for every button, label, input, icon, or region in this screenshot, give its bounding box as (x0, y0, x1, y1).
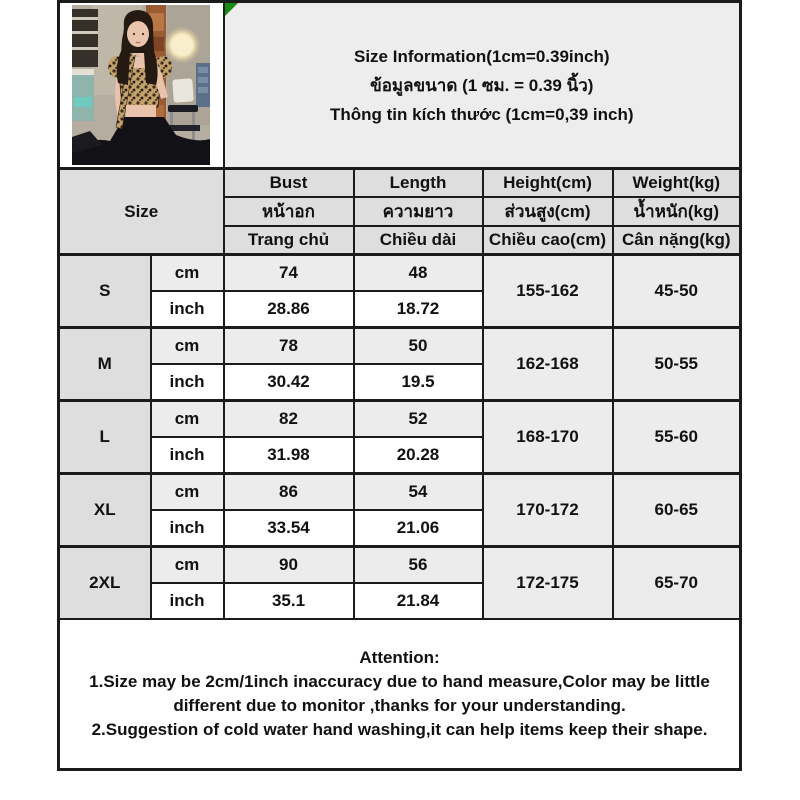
model-photo-illustration (72, 5, 210, 165)
col-header-weight-th: น้ำหนัก(kg) (613, 197, 741, 226)
bust-cm-2xl: 90 (224, 547, 354, 584)
bust-cm-l: 82 (224, 401, 354, 438)
bust-inch-s: 28.86 (224, 291, 354, 328)
col-header-weight-en: Weight(kg) (613, 169, 741, 198)
col-header-height-th: ส่วนสูง(cm) (483, 197, 613, 226)
height-range-s: 155-162 (483, 255, 613, 328)
bust-inch-m: 30.42 (224, 364, 354, 401)
bust-cm-m: 78 (224, 328, 354, 365)
length-cm-s: 48 (354, 255, 483, 292)
length-inch-l: 20.28 (354, 437, 483, 474)
size-cell-2xl: 2XL (59, 547, 151, 620)
weight-range-2xl: 65-70 (613, 547, 741, 620)
unit-inch: inch (151, 291, 224, 328)
col-header-length-en: Length (354, 169, 483, 198)
title-th: ข้อมูลขนาด (1 ซม. = 0.39 นิ้ว) (370, 75, 594, 95)
attention-heading: Attention: (359, 647, 440, 667)
attention-row (59, 619, 741, 770)
length-inch-s: 18.72 (354, 291, 483, 328)
unit-inch: inch (151, 364, 224, 401)
col-header-height-vi: Chiều cao(cm) (483, 226, 613, 255)
bust-inch-l: 31.98 (224, 437, 354, 474)
weight-range-l: 55-60 (613, 401, 741, 474)
length-cm-xl: 54 (354, 474, 483, 511)
row-s-cm (59, 255, 741, 292)
weight-range-m: 50-55 (613, 328, 741, 401)
unit-cm: cm (151, 474, 224, 511)
col-header-bust-vi: Trang chủ (224, 226, 354, 255)
height-range-xl: 170-172 (483, 474, 613, 547)
unit-cm: cm (151, 328, 224, 365)
size-cell-xl: XL (59, 474, 151, 547)
unit-inch: inch (151, 510, 224, 547)
unit-cm: cm (151, 401, 224, 438)
col-header-length-vi: Chiều dài (354, 226, 483, 255)
unit-inch: inch (151, 583, 224, 619)
col-header-length-th: ความยาว (354, 197, 483, 226)
length-inch-2xl: 21.84 (354, 583, 483, 619)
row-l-cm (59, 401, 741, 438)
length-cm-m: 50 (354, 328, 483, 365)
size-cell-l: L (59, 401, 151, 474)
row-m-cm (59, 328, 741, 365)
length-cm-l: 52 (354, 401, 483, 438)
unit-inch: inch (151, 437, 224, 474)
length-cm-2xl: 56 (354, 547, 483, 584)
row-2xl-cm (59, 547, 741, 584)
size-column-header: Size (59, 169, 224, 255)
size-information-table (57, 0, 742, 771)
attention-note-2: 2.Suggestion of cold water hand washing,it can help items keep their shape. (91, 720, 708, 740)
title-en: Size Information(1cm=0.39inch) (353, 46, 610, 66)
bust-cm-s: 74 (224, 255, 354, 292)
product-photo (72, 5, 210, 165)
size-cell-s: S (59, 255, 151, 328)
length-inch-m: 19.5 (354, 364, 483, 401)
unit-cm: cm (151, 255, 224, 292)
header-row-en (59, 169, 741, 198)
title-cell (224, 2, 741, 169)
attention-note-1: 1.Size may be 2cm/1inch inaccuracy due to hand measure,Color may be little different due to monitor ,thanks for your understanding. (89, 671, 710, 715)
excel-corner-marker-icon (225, 3, 238, 16)
height-range-2xl: 172-175 (483, 547, 613, 620)
weight-range-s: 45-50 (613, 255, 741, 328)
height-range-m: 162-168 (483, 328, 613, 401)
product-photo-cell (59, 2, 224, 169)
col-header-bust-th: หน้าอก (224, 197, 354, 226)
bust-inch-xl: 33.54 (224, 510, 354, 547)
attention-cell (59, 619, 741, 770)
col-header-bust-en: Bust (224, 169, 354, 198)
col-header-height-en: Height(cm) (483, 169, 613, 198)
title-vi: Thông tin kích thước (1cm=0,39 inch) (330, 104, 634, 124)
unit-cm: cm (151, 547, 224, 584)
bust-inch-2xl: 35.1 (224, 583, 354, 619)
title-block (225, 3, 740, 167)
length-inch-xl: 21.06 (354, 510, 483, 547)
size-cell-m: M (59, 328, 151, 401)
row-xl-cm (59, 474, 741, 511)
header-banner-row (59, 2, 741, 169)
height-range-l: 168-170 (483, 401, 613, 474)
bust-cm-xl: 86 (224, 474, 354, 511)
weight-range-xl: 60-65 (613, 474, 741, 547)
col-header-weight-vi: Cân nặng(kg) (613, 226, 741, 255)
